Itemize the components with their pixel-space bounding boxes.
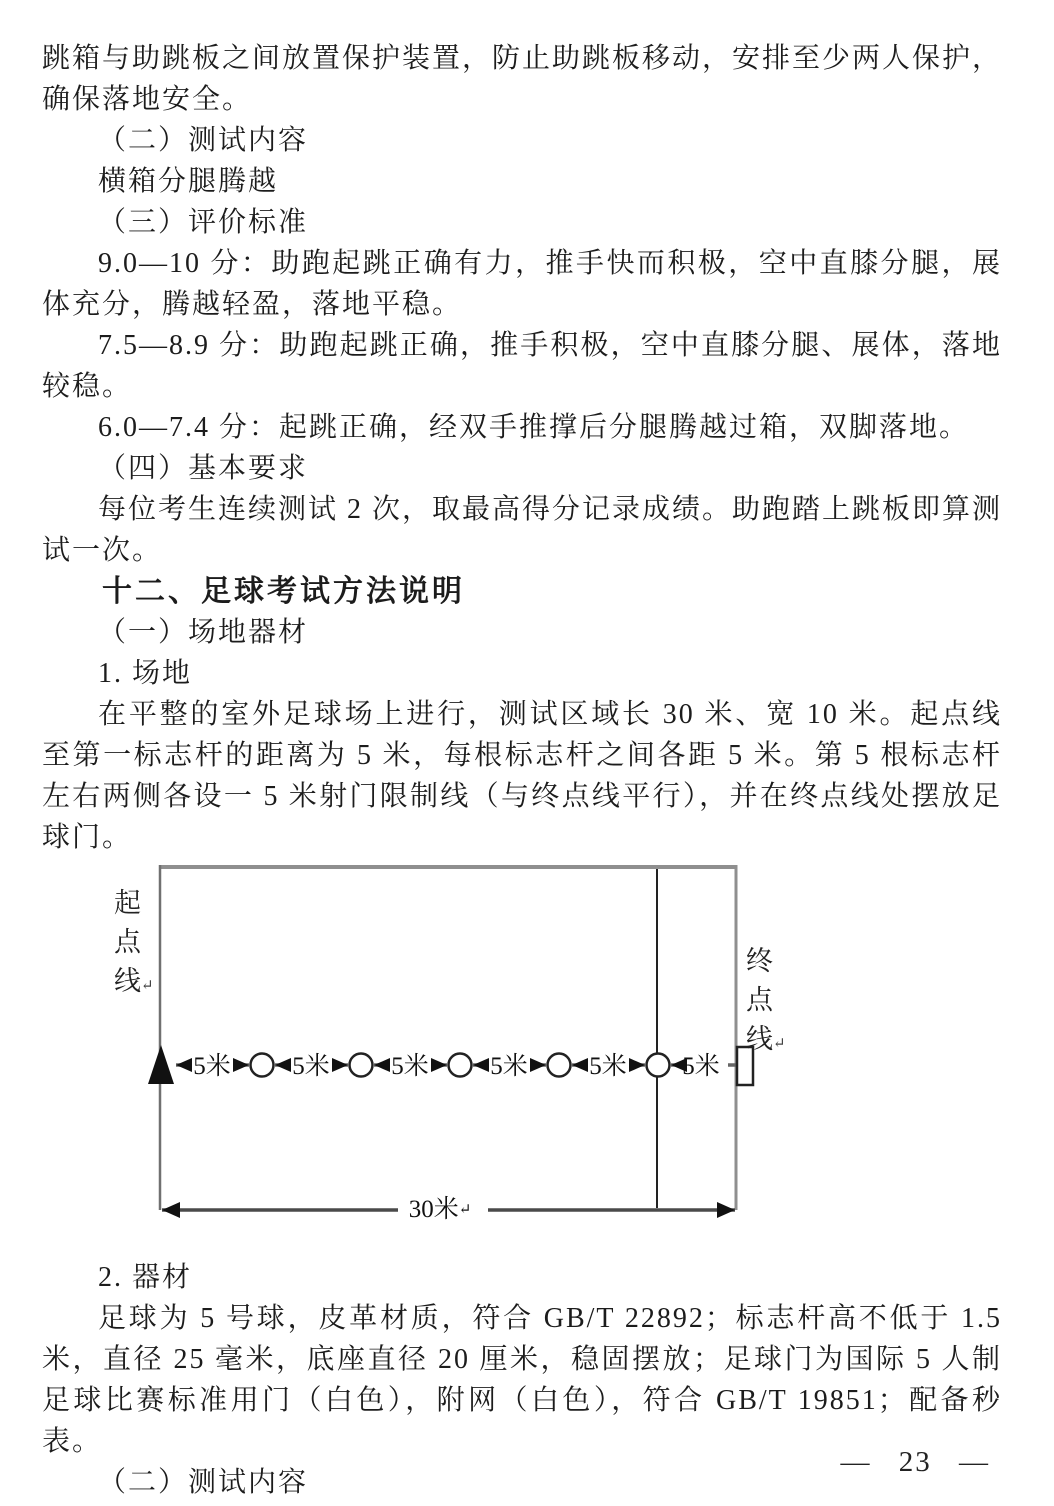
dimension-label-5m: 5米: [292, 1053, 330, 1080]
field-layout-diagram: [50, 858, 1010, 1230]
arrowhead-icon: [530, 1058, 546, 1072]
marker-pole-circle-4: [548, 1054, 571, 1077]
dimension-label-5m: 5米: [589, 1053, 627, 1080]
paragraph-score-6-0-7-4: 6.0—7.4 分：起跳正确，经双手推撑后分腿腾越过箱，双脚落地。: [98, 412, 970, 443]
subheading-equipment: 2. 器材: [98, 1262, 193, 1293]
subheading-venue: 1. 场地: [98, 658, 193, 689]
return-mark-icon: ↵: [141, 978, 154, 994]
return-mark-icon: ↵: [458, 1202, 472, 1218]
arrowhead-icon: [374, 1058, 390, 1072]
paragraph-score-9-10: 9.0—10 分：助跑起跳正确有力，推手快而积极，空中直膝分腿，展体充分，腾越轻盈，落地平稳。: [42, 248, 1002, 320]
subheading-test-content: （二）测试内容: [98, 125, 309, 156]
marker-pole-circle-2: [350, 1054, 373, 1077]
paragraph-safety-note: 跳箱与助跳板之间放置保护装置，防止助跳板移动，安排至少两人保护，确保落地安全。: [42, 43, 1003, 115]
dimension-label-5m: 5米: [193, 1053, 231, 1080]
subheading-test-content-2: （二）测试内容: [98, 1467, 309, 1498]
marker-pole-circle-3: [449, 1054, 472, 1077]
subheading-evaluation-criteria: （三）评价标准: [98, 207, 309, 238]
start-line-label-text: 起点线: [114, 888, 141, 996]
paragraph-basic-requirements: 每位考生连续测试 2 次，取最高得分记录成绩。助跑踏上跳板即算测试一次。: [42, 494, 1003, 566]
paragraph-venue-description: 在平整的室外足球场上进行，测试区域长 30 米、宽 10 米。起点线至第一标志杆的距离为 5 米，每根标志杆之间各距 5 米。第 5 根标志杆左右两侧各设一 5 米射门限制线（与终点线平行），并在终点线处摆放足球门。: [42, 699, 1002, 853]
start-marker-triangle: [148, 1045, 174, 1084]
subheading-venue-equipment: （一）场地器材: [98, 617, 309, 648]
return-mark-icon: ↵: [773, 1036, 786, 1052]
paragraph-score-7-5-8-9: 7.5—8.9 分：助跑起跳正确，推手积极，空中直膝分腿、展体，落地较稳。: [42, 330, 1002, 402]
finish-line-label-text: 终点线: [746, 946, 773, 1054]
marker-pole-circle-1: [251, 1054, 274, 1077]
arrowhead-icon: [332, 1058, 348, 1072]
start-line-label: [114, 884, 160, 1006]
arrowhead-icon: [162, 1202, 180, 1218]
arrowhead-icon: [717, 1202, 735, 1218]
field-diagram-canvas: [50, 858, 1010, 1230]
arrowhead-icon: [572, 1058, 588, 1072]
paragraph-equipment-description: 足球为 5 号球，皮革材质，符合 GB/T 22892；标志杆高不低于 1.5 米，直径 25 毫米，底座直径 20 厘米，稳固摆放；足球门为国际 5 人制足球比赛标准用门（白色），附网（白色），符合 GB/T 19851；配备秒表。: [42, 1303, 1002, 1457]
dimension-label-5m: 5米: [490, 1053, 528, 1080]
dimension-label-30m-text: 30米: [408, 1196, 459, 1223]
arrowhead-icon: [176, 1058, 192, 1072]
dimension-label-5m: 5米: [682, 1053, 720, 1080]
page-number: — 23 —: [840, 1446, 990, 1478]
arrowhead-icon: [473, 1058, 489, 1072]
paragraph-test-item: 横箱分腿腾越: [98, 166, 279, 197]
arrowhead-icon: [275, 1058, 291, 1072]
arrowhead-icon: [431, 1058, 447, 1072]
marker-pole-circle-5: [647, 1054, 670, 1077]
arrowhead-icon: [233, 1058, 249, 1072]
chapter-heading-football-exam: 十二、足球考试方法说明: [102, 575, 465, 608]
finish-line-label: [746, 942, 792, 1064]
subheading-basic-requirements: （四）基本要求: [98, 453, 309, 484]
dimension-label-5m: 5米: [391, 1053, 429, 1080]
arrowhead-icon: [629, 1058, 645, 1072]
